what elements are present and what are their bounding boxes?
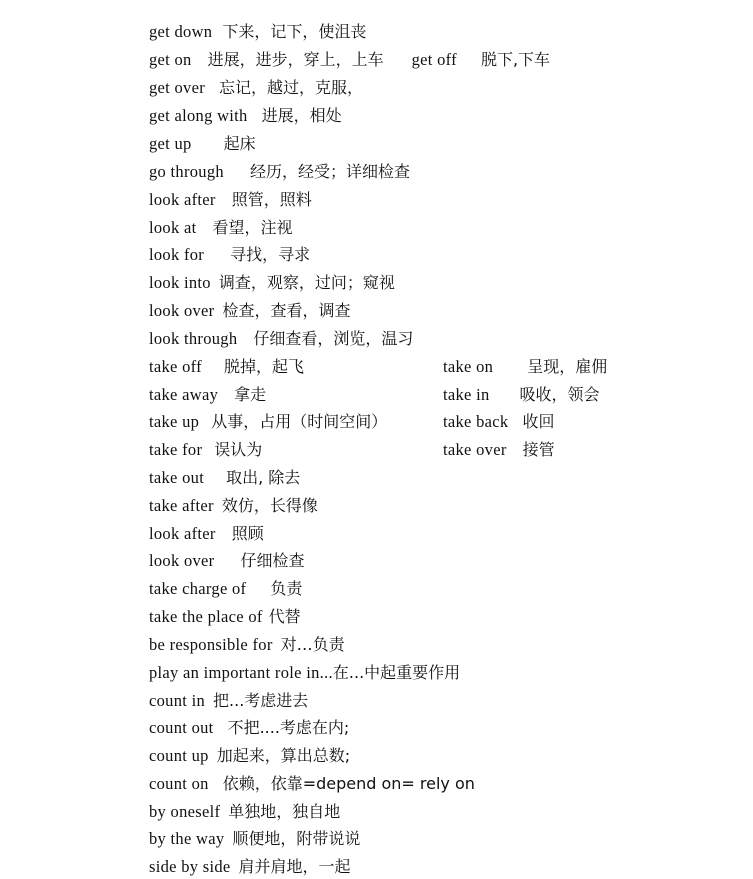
phrase-chinese: 肩并肩地，一起 [238,857,351,876]
phrase-row [149,605,301,629]
phrase-chinese: 忘记，越过，克服， [219,78,364,97]
phrase-row [149,466,300,490]
phrase-row [149,827,360,851]
phrase-row [149,633,345,657]
phrase-chinese: 寻找，寻求 [230,245,311,264]
phrase-row-right [443,438,555,462]
phrase-english: get over [149,78,206,97]
phrase-english: take charge of [149,579,247,598]
phrase-row [149,104,342,128]
phrase-chinese: 取出, 除去 [226,468,301,487]
phrase-row [149,494,318,518]
phrase-english: take back [443,412,509,431]
phrase-chinese: 调查，观察，过问；窥视 [218,273,395,292]
phrase-row [149,716,349,740]
phrase-chinese: 代替 [268,607,301,626]
phrase-english: count up [149,746,209,765]
phrase-chinese: 经历，经受；详细检查 [249,162,410,181]
phrase-chinese: 仔细查看，浏览，温习 [253,329,414,348]
phrase-chinese: 吸收，领会 [519,385,600,404]
phrase-english: go through [149,162,224,181]
phrase-english: take in [443,385,490,404]
phrase-row [149,299,351,323]
phrase-row [149,549,305,573]
phrase-english: look at [149,218,197,237]
phrase-english: by the way [149,829,225,848]
phrase-chinese: 误认为 [214,440,263,459]
phrase-chinese: 拿走 [234,385,267,404]
phrase-chinese: 接管 [522,440,555,459]
phrase-english: get down [149,22,213,41]
phrase-english: look for [149,245,205,264]
phrase-chinese: 下来，记下，使沮丧 [222,22,367,41]
phrase-row [149,355,304,379]
phrase-english: look through [149,329,238,348]
phrase-english: take off [149,357,202,376]
phrase-chinese: 进展，进步，穿上，上车 [207,50,384,69]
phrase-row [149,243,310,267]
phrase-chinese: 从事，占用（时间空间） [211,412,388,431]
phrase-chinese: 脱掉，起飞 [223,357,304,376]
phrase-english: get on [149,50,192,69]
phrase-row [149,522,264,546]
phrase-english: look over [149,551,215,570]
phrase-chinese: 起床 [223,134,256,153]
phrase-english: count out [149,718,214,737]
phrase-english: look over [149,301,215,320]
phrase-row [149,48,550,72]
phrase-chinese: 照管，照料 [231,190,312,209]
phrase-english: take after [149,496,214,515]
phrase-row [149,188,312,212]
phrase-chinese: 顺便地，附带说说 [232,829,361,848]
phrase-english: take over [443,440,507,459]
phrase-chinese: 对…负责 [280,635,345,654]
phrase-row [149,744,350,768]
phrase-english: play an important role in... [149,663,333,682]
phrase-row [149,160,410,184]
phrase-row [149,216,292,240]
phrase-chinese: 检查，查看，调查 [222,301,351,320]
phrase-row [149,855,351,879]
phrase-row [149,132,256,156]
phrase-row [149,438,262,462]
phrase-chinese: 照顾 [231,524,264,543]
phrase-english: take up [149,412,200,431]
phrase-row [149,383,266,407]
phrase-english: look into [149,273,211,292]
phrase-english: take away [149,385,219,404]
phrase-english: take on [443,357,494,376]
phrase-row [149,689,308,713]
phrase-english: take out [149,468,205,487]
phrase-chinese: 仔细检查 [240,551,305,570]
phrase-row [149,76,363,100]
phrase-chinese: 不把....考虑在内; [227,718,350,737]
phrase-english: by oneself [149,802,221,821]
phrase-english: count on [149,774,209,793]
phrase-row [149,661,460,685]
phrase-chinese: 加起来，算出总数; [216,746,351,765]
phrase-english: take for [149,440,203,459]
phrase-row-right [443,355,607,379]
phrase-chinese: 把...考虑进去 [213,691,309,710]
phrase-english-extra: get off [411,50,457,69]
phrase-chinese: 单独地，独自地 [228,802,341,821]
phrase-chinese: 负责 [270,579,303,598]
phrase-english: count in [149,691,206,710]
phrase-chinese: 呈现，雇佣 [527,357,608,376]
phrase-english: get up [149,134,192,153]
phrase-english: look after [149,190,216,209]
phrase-chinese: 效仿，长得像 [221,496,318,515]
phrase-english: take the place of [149,607,263,626]
phrase-english: side by side [149,857,231,876]
phrase-row [149,327,413,351]
phrase-row [149,20,366,44]
phrase-row [149,800,340,824]
phrase-chinese: 收回 [522,412,555,431]
phrase-chinese: 看望，注视 [212,218,293,237]
phrase-chinese-extra: 脱下,下车 [480,50,551,69]
phrase-row [149,410,387,434]
phrase-row [149,772,475,796]
phrase-row [149,577,302,601]
phrase-chinese: 依赖，依靠=depend on= rely on [222,774,475,793]
phrase-row-right [443,383,600,407]
phrase-chinese: 进展，相处 [261,106,342,125]
phrase-english: get along with [149,106,248,125]
phrase-english: be responsible for [149,635,273,654]
phrase-row [149,271,395,295]
phrase-english: look after [149,524,216,543]
phrase-chinese: 在...中起重要作用 [332,663,461,682]
phrase-row-right [443,410,554,434]
